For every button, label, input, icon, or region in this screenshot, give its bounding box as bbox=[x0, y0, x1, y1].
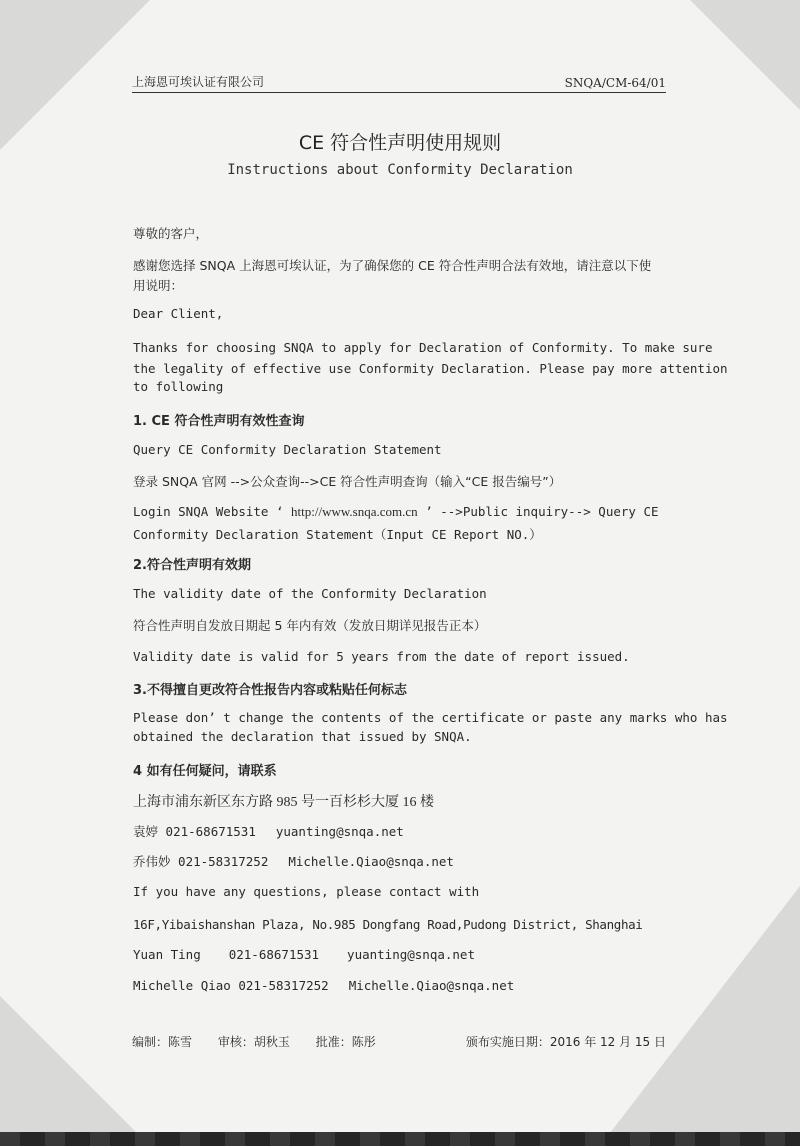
intro-cn-line: 感谢您选择 SNQA 上海恩可埃认证，为了确保您的 CE 符合性声明合法有效地，请注意以下使 bbox=[133, 258, 652, 273]
section-3-line: obtained the declaration that issued by SNQA. bbox=[133, 729, 472, 744]
section-1-login-line bbox=[133, 504, 659, 520]
website-link[interactable]: http://www.snqa.com.cn bbox=[291, 504, 418, 519]
page-subtitle: Instructions about Conformity Declaration bbox=[227, 162, 573, 178]
contact-email[interactable]: Michelle.Qiao@snqa.net bbox=[348, 978, 515, 993]
document-footer bbox=[132, 1033, 666, 1050]
section-1-line-en: Query CE Conformity Declaration Statement bbox=[133, 442, 442, 457]
intro-cn-line: 用说明： bbox=[133, 278, 184, 293]
contact-name: Yuan Ting bbox=[133, 947, 201, 962]
intro-en-line: Thanks for choosing SNQA to apply for Declaration of Conformity. To make sure bbox=[133, 340, 713, 355]
reviewed-by: 审核：胡秋玉 bbox=[217, 1035, 290, 1049]
compiled-by: 编制：陈雪 bbox=[132, 1035, 193, 1049]
contact-phone: 021-68671531 bbox=[165, 824, 256, 839]
approved-by: 批准：陈彤 bbox=[315, 1035, 376, 1049]
login-text: ’ -->Public inquiry--> Query CE bbox=[417, 504, 659, 519]
greeting-cn: 尊敬的客户， bbox=[133, 226, 209, 241]
greeting-en: Dear Client, bbox=[133, 306, 224, 321]
contact-2-cn bbox=[133, 852, 454, 870]
section-3-heading: 3.不得擅自更改符合性报告内容或粘贴任何标志 bbox=[133, 683, 407, 698]
contact-email[interactable]: yuanting@snqa.net bbox=[275, 824, 404, 839]
section-2-line-cn: 符合性声明自发放日期起 5 年内有效（发放日期详见报告正本） bbox=[133, 618, 487, 633]
effective-date: 颁布实施日期：2016 年 12 月 15 日 bbox=[465, 1035, 666, 1049]
page-title: CE 符合性声明使用规则 bbox=[298, 132, 502, 154]
section-1-login-line-2: Conformity Declaration Statement（Input CE Report NO.） bbox=[133, 527, 542, 542]
section-2-line-en: The validity date of the Conformity Declaration bbox=[133, 586, 487, 601]
contact-1-en bbox=[133, 947, 475, 962]
document-code: SNQA/CM-64/01 bbox=[564, 76, 666, 90]
page-corner-shadow bbox=[0, 996, 150, 1146]
page-corner-shadow bbox=[690, 0, 800, 110]
contact-phone: 021-68671531 bbox=[228, 947, 320, 962]
contact-name: Michelle Qiao bbox=[133, 978, 231, 993]
section-3-line: Please don’ t change the contents of the certificate or paste any marks who has bbox=[133, 710, 728, 725]
section-1-heading: 1. CE 符合性声明有效性查询 bbox=[133, 414, 305, 429]
scan-bottom-edge bbox=[0, 1132, 800, 1146]
contact-email[interactable]: yuanting@snqa.net bbox=[347, 947, 475, 962]
intro-en-line: to following bbox=[133, 379, 224, 394]
contact-name: 袁婷 bbox=[133, 824, 159, 839]
intro-en-line: the legality of effective use Conformity Declaration. Please pay more attention bbox=[133, 361, 728, 376]
document-header bbox=[132, 74, 666, 93]
company-name: 上海恩可埃认证有限公司 bbox=[132, 75, 265, 89]
section-2-heading: 2.符合性声明有效期 bbox=[133, 558, 251, 573]
address-en: 16F,Yibaishanshan Plaza, No.985 Dongfang Road,Pudong District, Shanghai bbox=[133, 917, 643, 932]
section-4-line-en: If you have any questions, please contact with bbox=[133, 884, 480, 899]
contact-name: 乔伟妙 bbox=[133, 854, 171, 869]
contact-phone: 021-58317252 bbox=[178, 854, 269, 869]
contact-2-en bbox=[133, 978, 514, 993]
contact-email[interactable]: Michelle.Qiao@snqa.net bbox=[288, 854, 454, 869]
contact-1-cn bbox=[133, 822, 404, 840]
address-cn: 上海市浦东新区东方路 985 号一百杉杉大厦 16 楼 bbox=[133, 795, 434, 810]
section-2-line-en-2: Validity date is valid for 5 years from the date of report issued. bbox=[133, 649, 630, 664]
login-text: Login SNQA Website ‘ bbox=[133, 504, 292, 519]
section-4-heading: 4 如有任何疑问，请联系 bbox=[133, 764, 277, 779]
section-1-line-cn: 登录 SNQA 官网 -->公众查询-->CE 符合性声明查询（输入“CE 报告编号”） bbox=[133, 474, 562, 489]
contact-phone: 021-58317252 bbox=[238, 978, 329, 993]
